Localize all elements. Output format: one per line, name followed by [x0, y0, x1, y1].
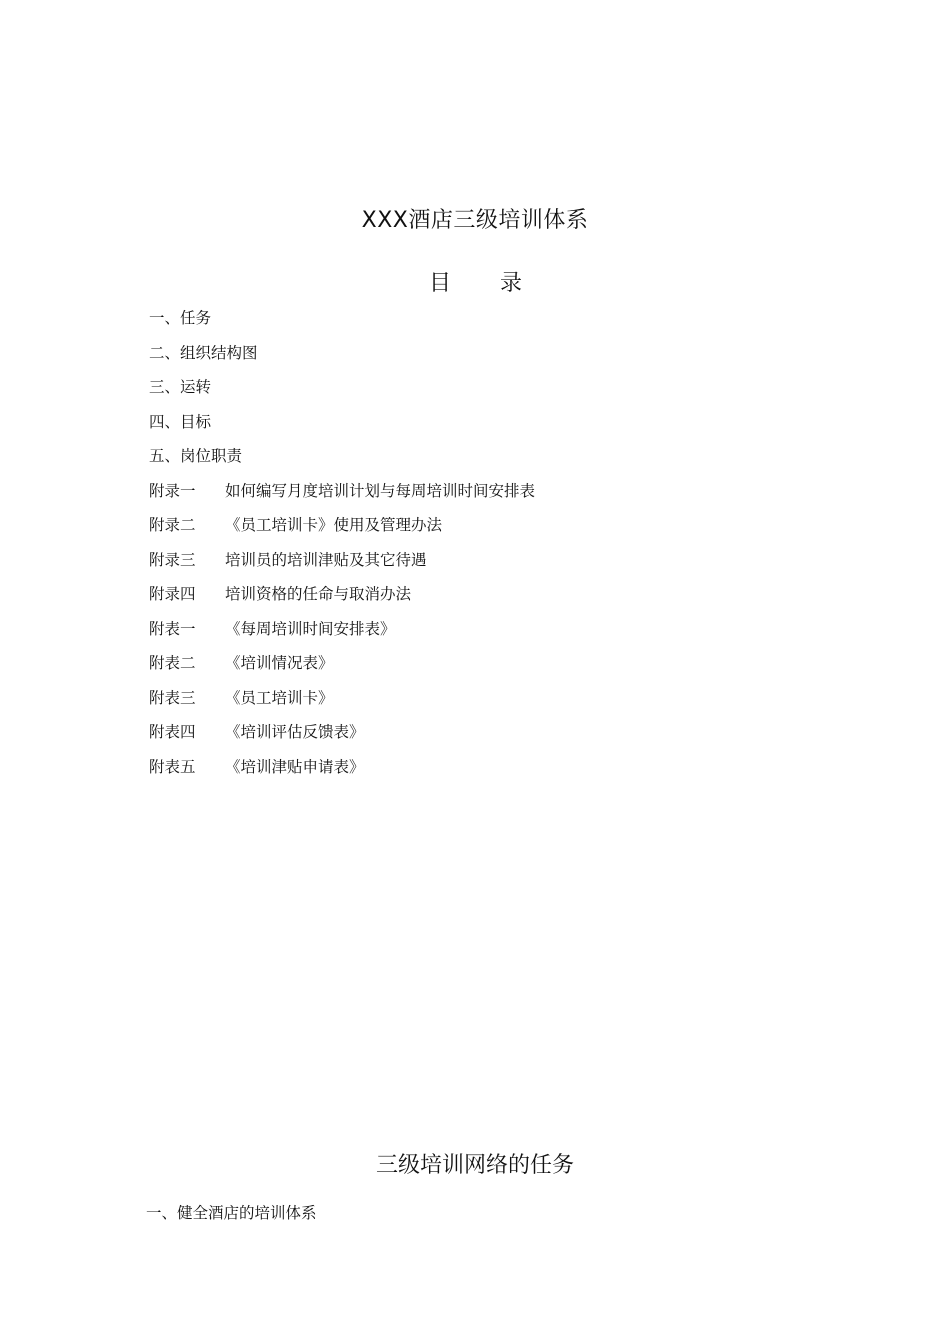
toc-item: [149, 410, 535, 445]
toc-item-text: 《每周培训时间安排表》: [225, 619, 396, 638]
toc-item-number: 附录三: [149, 550, 196, 569]
toc-item-number: 附录二: [149, 516, 196, 534]
toc-heading-char-1: 目: [429, 271, 452, 296]
toc-item: [149, 444, 535, 479]
toc-item: [149, 755, 535, 790]
toc-item-text: 如何编写月度培训计划与每周培训时间安排表: [225, 481, 536, 500]
toc-item: [149, 548, 535, 583]
toc-item-number: 附表二: [149, 654, 196, 672]
toc-item: [149, 617, 535, 652]
toc-item-text: 《员工培训卡》: [225, 688, 334, 707]
toc-item: [149, 651, 535, 686]
toc-item-text: 组织结构图: [180, 343, 258, 362]
toc-item-number: 二、: [149, 343, 181, 362]
toc-list: [149, 306, 535, 789]
toc-item-text: 《员工培训卡》使用及管理办法: [225, 516, 443, 534]
toc-item-number: 附表五: [149, 757, 196, 776]
toc-item-number: 三、: [149, 378, 181, 396]
section-title: 三级培训网络的任务: [375, 1153, 574, 1178]
toc-item-text: 《培训情况表》: [225, 654, 334, 672]
toc-item: [149, 306, 535, 341]
toc-item: [149, 479, 535, 514]
toc-item-text: 培训员的培训津贴及其它待遇: [225, 550, 427, 569]
toc-item: [149, 582, 535, 617]
toc-item-number: 一、: [149, 309, 181, 327]
toc-item-number: 附表三: [149, 688, 196, 707]
toc-item-number: 四、: [149, 412, 181, 431]
toc-item-number: 附录一: [149, 481, 196, 500]
toc-item: [149, 686, 535, 721]
toc-item: [149, 720, 535, 755]
toc-item: [149, 375, 535, 410]
toc-item-number: 附表四: [149, 723, 196, 741]
toc-item-number: 附表一: [149, 619, 196, 638]
document-title: XXX酒店三级培训体系: [361, 208, 589, 233]
toc-heading: [0, 266, 950, 296]
toc-item-text: 运转: [180, 378, 212, 396]
toc-item-text: 岗位职责: [180, 447, 243, 465]
section-subheading: 一、健全酒店的培训体系: [146, 1204, 317, 1222]
toc-item: [149, 513, 535, 548]
toc-item-number: 五、: [149, 447, 181, 465]
toc-item-text: 目标: [180, 412, 212, 431]
toc-item-text: 《培训津贴申请表》: [225, 757, 365, 776]
toc-item-text: 任务: [180, 309, 212, 327]
toc-item: [149, 341, 535, 376]
toc-item-text: 培训资格的任命与取消办法: [225, 585, 412, 603]
toc-item-text: 《培训评估反馈表》: [225, 723, 365, 741]
toc-heading-char-2: 录: [500, 271, 523, 296]
toc-item-number: 附录四: [149, 585, 196, 603]
